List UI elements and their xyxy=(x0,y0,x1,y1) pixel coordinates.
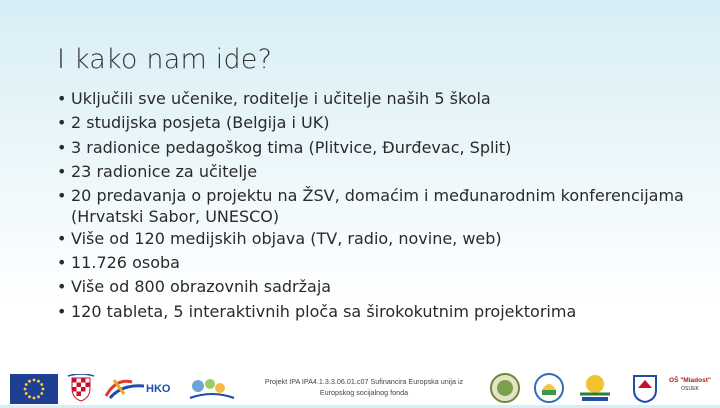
hkz-label: HKO xyxy=(146,383,171,395)
bullet-dot: • xyxy=(57,301,67,321)
partner-logo-icon xyxy=(574,372,616,404)
bullet-dot: • xyxy=(57,161,67,181)
school-logo-icon xyxy=(664,376,716,394)
school-network-logo-icon xyxy=(186,376,238,402)
partner-seal-icon xyxy=(488,372,522,404)
list-item xyxy=(57,137,697,158)
bullet-dot: • xyxy=(57,137,67,157)
list-item xyxy=(57,276,697,297)
project-line-2: Europskog socijalnog fonda xyxy=(319,388,409,397)
bullet-dot: • xyxy=(57,277,67,297)
bullet-text: 20 predavanja o projektu na ŽSV, domaćim i međunarodnim konferencijama (Hrvatski Sabor, UNESCO) xyxy=(71,186,684,227)
list-item xyxy=(57,301,697,322)
list-item xyxy=(57,88,697,109)
hkz-logo-icon xyxy=(102,374,174,402)
eu-flag-icon xyxy=(10,374,58,404)
bullet-text: 2 studijska posjeta (Belgija i UK) xyxy=(71,113,330,133)
bullet-dot: • xyxy=(57,253,67,273)
bullet-dot: • xyxy=(57,113,67,133)
partner-crest-icon xyxy=(532,372,566,404)
bullet-text: Uključili sve učenike, roditelje i učitelje naših 5 škola xyxy=(71,89,491,108)
bullet-list xyxy=(57,88,697,325)
list-item xyxy=(57,252,697,273)
bullet-text: 120 tableta, 5 interaktivnih ploča sa širokokutnim projektorima xyxy=(71,301,577,321)
school-city: OSIJEK xyxy=(681,386,699,392)
list-item xyxy=(57,112,697,133)
bullet-dot: • xyxy=(57,228,67,248)
list-item xyxy=(57,185,697,228)
partner-school-crest-icon xyxy=(628,372,662,404)
bullet-text: Više od 120 medijskih objava (TV, radio, novine, web) xyxy=(71,228,502,248)
bullet-dot: • xyxy=(57,186,67,206)
croatia-emblem-icon xyxy=(66,374,96,402)
list-item xyxy=(57,228,697,249)
school-name: OŠ "Mladost" xyxy=(669,377,711,384)
bullet-text: 3 radionice pedagoškog tima (Plitvice, Đurđevac, Split) xyxy=(71,137,512,157)
bullet-dot: • xyxy=(57,89,67,108)
project-funding-note xyxy=(246,376,482,398)
list-item xyxy=(57,161,697,182)
project-line-1: Projekt IPA IPA4.1.3.3.06.01.c07 Sufinancira Europska unija iz xyxy=(264,377,464,386)
bullet-text: 23 radionice za učitelje xyxy=(71,161,258,181)
bullet-text: 11.726 osoba xyxy=(71,253,180,273)
slide-title: I kako nam ide? xyxy=(57,44,273,75)
bullet-text: Više od 800 obrazovnih sadržaja xyxy=(71,277,332,297)
